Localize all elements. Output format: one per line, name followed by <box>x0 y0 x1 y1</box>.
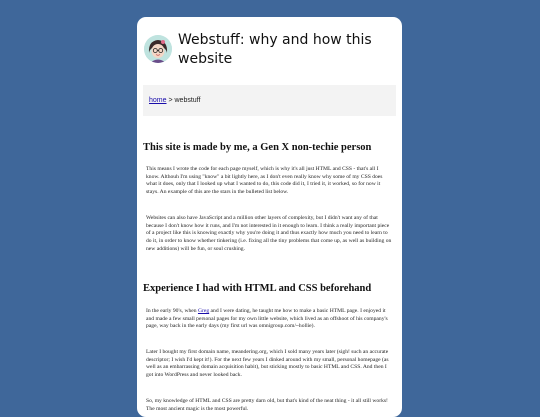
greg-link[interactable]: Greg <box>197 308 210 314</box>
paragraph: This means I wrote the code for each page myself, which is why it's all just HTML and CSS - that's all I know. Althouh I'm using "know" a bit lightly here, as I don't even really know why some of my CSS does what it does, only that I looked up what I wanted to do, this code did it, I tried it, it worked, so for now it stays. An example of this are the stars in the bulleted list below. <box>146 166 383 196</box>
paragraph: In the early 90's, when Greg and I were dating, he taught me how to make a basic HTML page. I enjoyed it and made a few small personal pages for my own little website, which lived as an offshoot of his company's page, way back in the early days (my first url was omnigroup.com/~hollie). <box>146 308 388 330</box>
paragraph: So, my knowledge of HTML and CSS are pretty darn old, but that's kind of the neat thing - it all still works! The most ancient magic is the most powerful. <box>146 398 388 412</box>
breadcrumb <box>143 85 396 116</box>
breadcrumb-home-link[interactable]: home <box>149 97 167 104</box>
section-heading-experience: Experience I had with HTML and CSS beforehand <box>143 283 372 294</box>
breadcrumb-current: webstuff <box>174 97 201 104</box>
avatar[interactable] <box>144 35 172 63</box>
section-heading-made-by-me: This site is made by me, a Gen X non-techie person <box>143 142 372 153</box>
avatar-illustration-icon <box>144 35 172 63</box>
site-header <box>137 17 402 83</box>
page-card <box>137 17 402 417</box>
breadcrumb-separator: > <box>166 97 175 104</box>
paragraph: Websites can also have JavaScript and a million other layers of complexity, but I didn't want any of that because I don't know how it runs, and I'm not interested in it enough to learn. I think a really important piece of a project like this is knowing exactly why you're doing it and thus exactly how much you need to learn to do it, in order to know whether tinkering (i.e. fixing all the tiny problems that come up, as well as building on new additions) will be fun, or soul crushing. <box>146 215 392 252</box>
page-title: Webstuff: why and how this website <box>178 32 372 67</box>
paragraph: Later I bought my first domain name, meandering.org, which I sold many years later (sigh! such an accurate descriptor; I wish I'd kept it!). For the next few years I dinked around with my small, personal homepage (as well as an embarrassing domain acquisition habit), but sticking mostly to basic HTML and CSS. And then I got into WordPress and never looked back. <box>146 349 389 379</box>
